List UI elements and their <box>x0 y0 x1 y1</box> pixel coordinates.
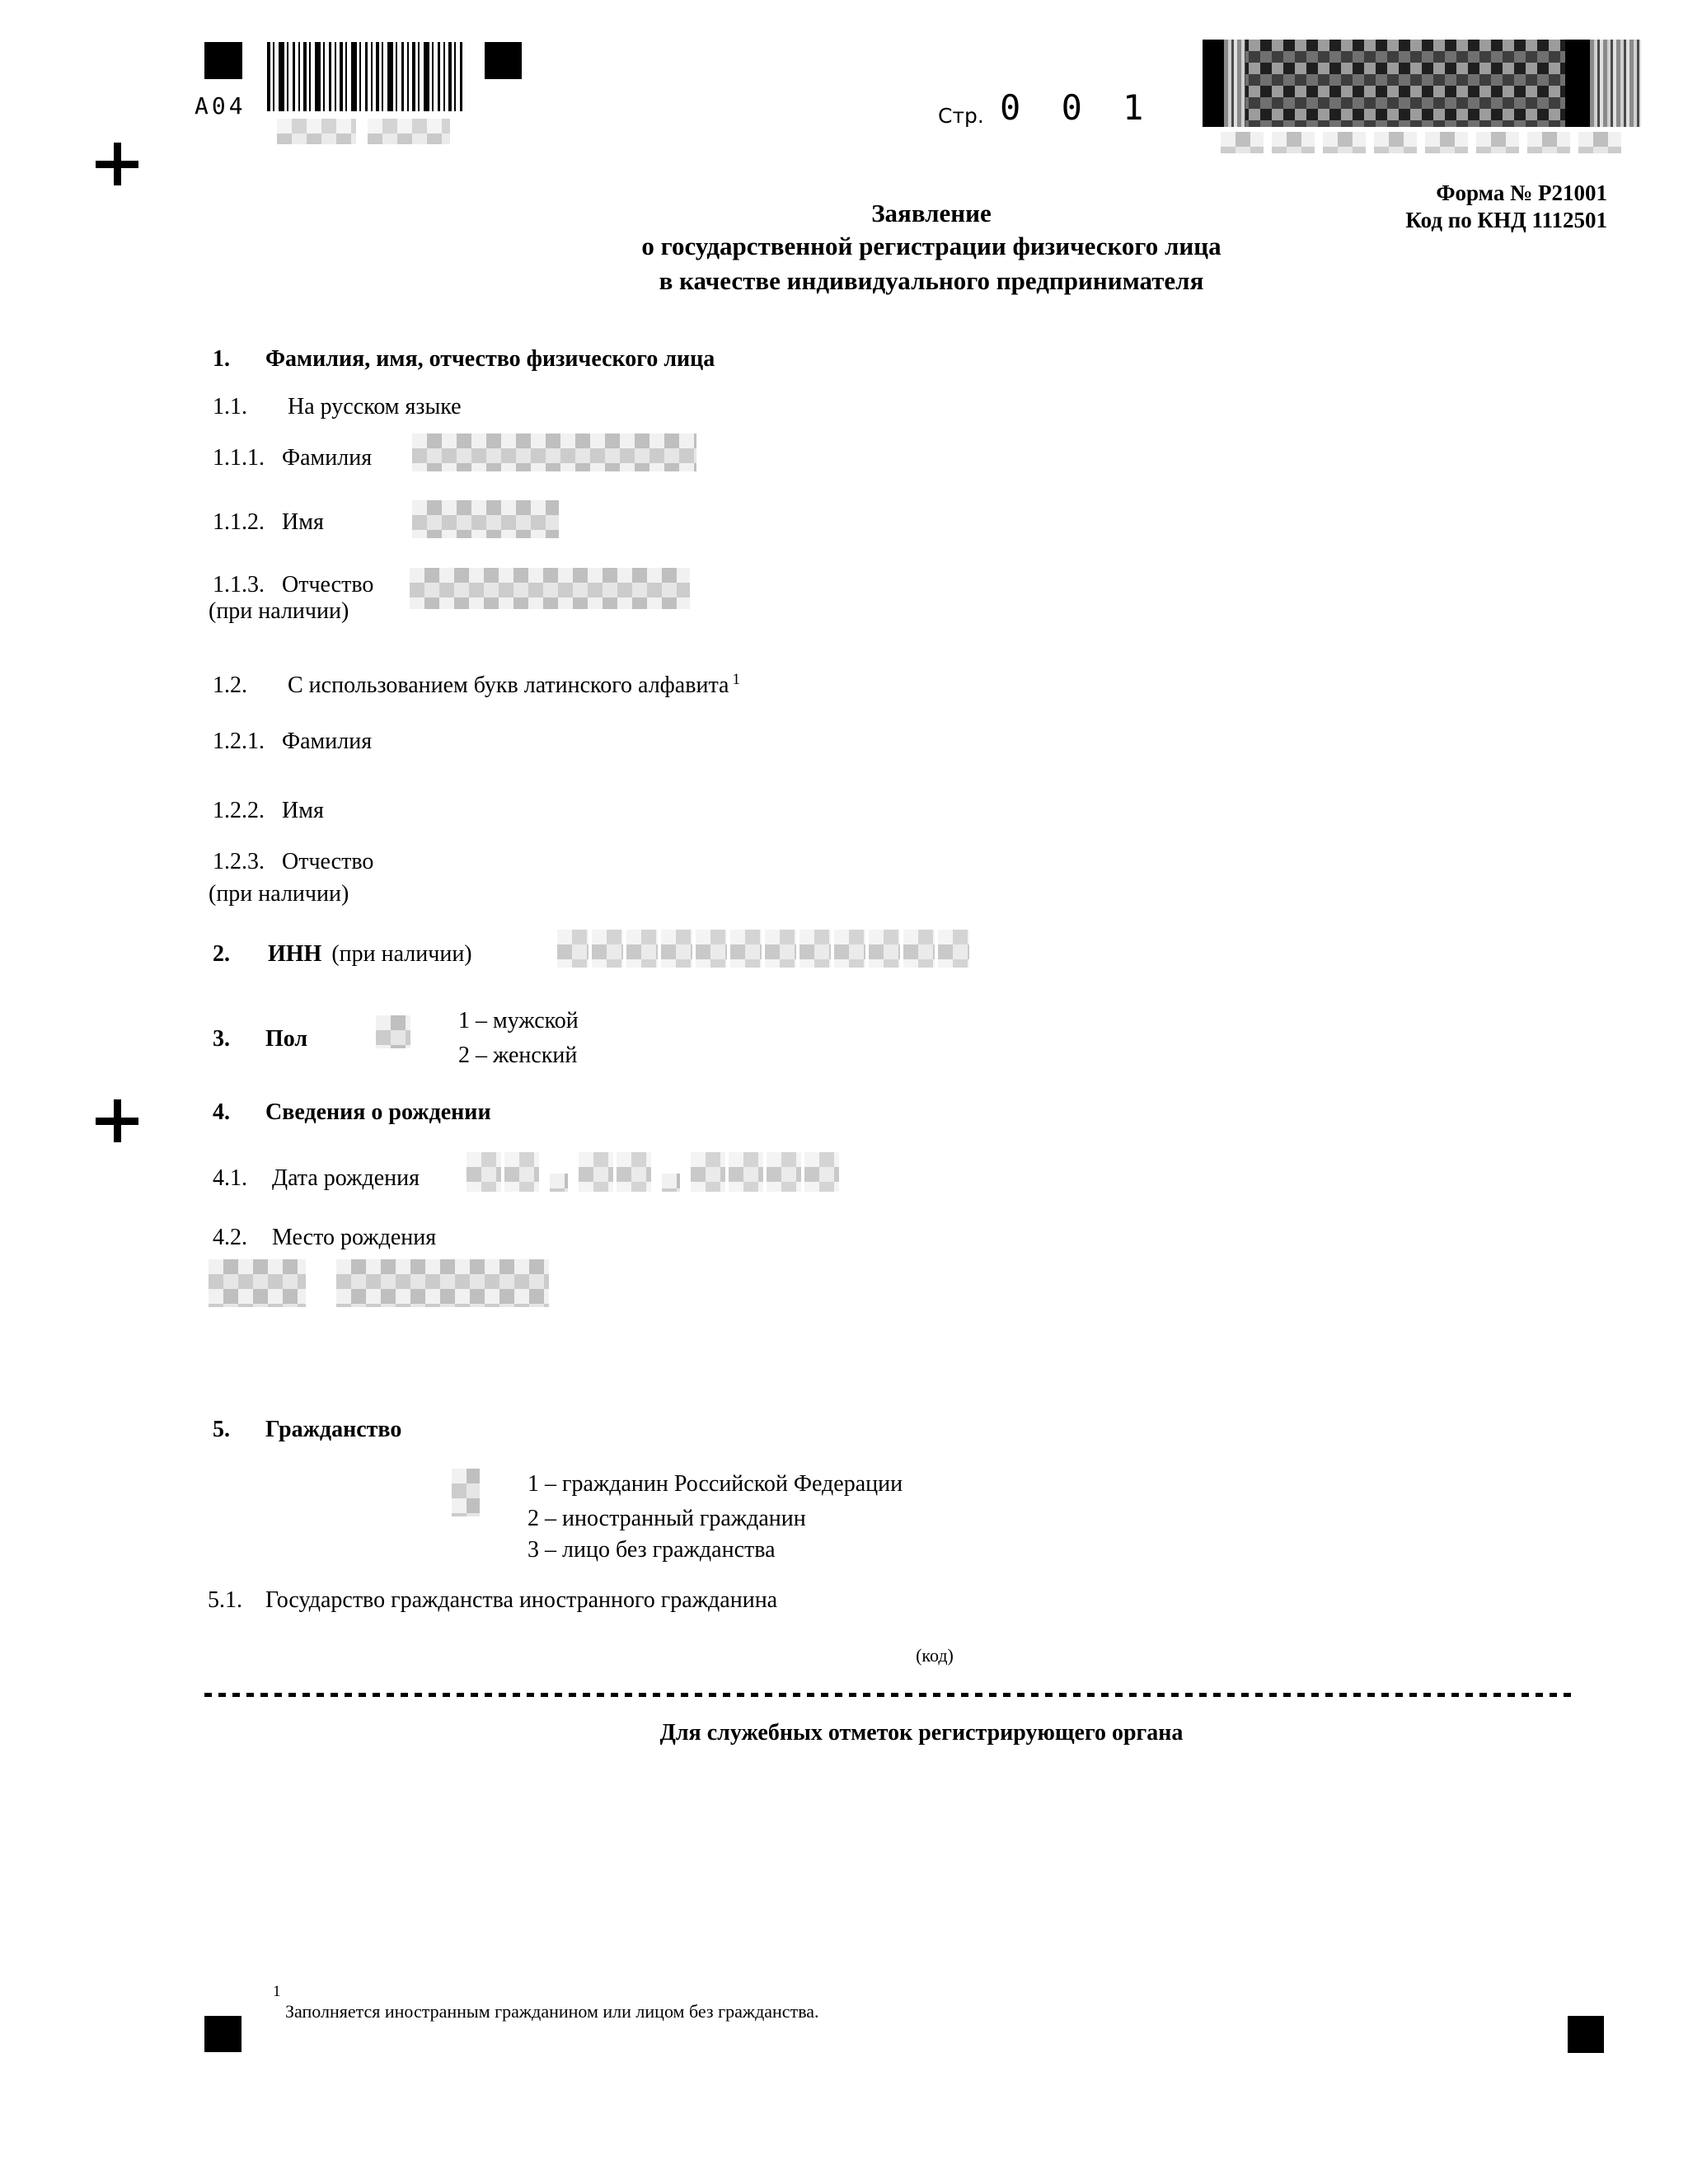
field-4-1-row <box>213 1165 420 1192</box>
gender-option-female: 2 – женский <box>458 1043 578 1068</box>
sheet-code: A04 <box>195 92 246 120</box>
code-caption: (код) <box>916 1645 954 1666</box>
patronymic-redacted-value <box>410 568 690 609</box>
field-label: Фамилия <box>282 445 373 471</box>
barcode-1d-digits-redacted <box>277 119 450 144</box>
footnote-reference: 1 <box>732 670 740 688</box>
section-number: 1. <box>213 346 230 372</box>
field-number: 4.2. <box>213 1225 247 1250</box>
section-label: Фамилия, имя, отчество физического лица <box>265 346 715 372</box>
gender-option-male: 1 – мужской <box>458 1008 579 1033</box>
anchor-square-top-left-2 <box>485 42 522 79</box>
section-2-heading <box>213 941 472 968</box>
section-label: Гражданство <box>265 1417 402 1442</box>
citizenship-option-foreign: 2 – иностранный гражданин <box>528 1506 806 1531</box>
field-label: Место рождения <box>272 1225 437 1250</box>
field-number: 1.2.3. <box>213 849 265 874</box>
anchor-square-bottom-right <box>1568 2016 1604 2053</box>
field-5-1-row <box>208 1587 777 1614</box>
citizenship-option-stateless: 3 – лицо без гражданства <box>528 1537 776 1563</box>
field-label: Отчество <box>282 572 374 598</box>
form-title-line-3: в качестве индивидуального предпринимателя <box>659 266 1204 295</box>
field-1-2-3-note: (при наличии) <box>209 881 349 907</box>
gender-code-redacted-box <box>376 1015 410 1048</box>
page-caption: Стр. <box>938 104 984 128</box>
barcode-2d-digits-redacted <box>1221 132 1621 153</box>
birth-date-redacted-value <box>467 1152 839 1192</box>
field-4-2-row <box>213 1225 436 1251</box>
section-4-heading <box>213 1099 491 1126</box>
service-marks-label: Для служебных отметок регистрирующего органа <box>659 1720 1184 1746</box>
field-1-2-3-row <box>213 849 373 875</box>
field-label: Имя <box>282 509 324 535</box>
field-label: Государство гражданства иностранного гражданина <box>265 1587 778 1613</box>
section-number: 5. <box>213 1417 230 1442</box>
field-1-1-3-row <box>213 572 373 598</box>
section-note: (при наличии) <box>331 941 472 967</box>
section-5-heading <box>213 1417 401 1443</box>
dashed-separator <box>204 1693 1573 1697</box>
section-number: 3. <box>213 1026 230 1052</box>
field-number: 1.1.2. <box>213 509 265 535</box>
stacked-2d-barcode <box>1203 40 1641 127</box>
field-label: С использованием букв латинского алфавита $^1$ <box>288 670 740 698</box>
birth-place-redacted-value-1 <box>209 1259 306 1307</box>
field-1-1-row <box>213 394 462 420</box>
field-1-2-row <box>213 670 740 699</box>
section-label: Пол <box>265 1026 308 1052</box>
field-number: 4.1. <box>213 1165 247 1191</box>
page-number: 0 0 1 <box>1000 87 1154 128</box>
field-1-1-2-row <box>213 509 324 536</box>
crop-mark-top-left <box>96 143 138 185</box>
field-number: 1.2.2. <box>213 798 265 823</box>
anchor-square-top-left-1 <box>204 42 242 79</box>
form-title-line-1: Заявление <box>871 199 992 227</box>
surname-redacted-value <box>412 434 696 471</box>
field-label: Отчество <box>282 849 374 874</box>
section-label: ИНН <box>268 941 322 967</box>
anchor-square-bottom-left <box>204 2016 241 2052</box>
section-number: 4. <box>213 1099 230 1125</box>
field-number: 1.2. <box>213 673 247 698</box>
citizenship-code-redacted-box <box>452 1469 480 1516</box>
citizenship-option-russian: 1 – гражданин Российской Федерации <box>528 1471 903 1497</box>
section-3-heading <box>213 1026 307 1052</box>
field-number: 1.1.3. <box>213 572 265 598</box>
field-number: 1.2.1. <box>213 729 265 754</box>
birth-place-redacted-value-2 <box>336 1259 549 1307</box>
field-1-2-2-row <box>213 798 324 824</box>
field-number: 1.1.1. <box>213 445 265 471</box>
section-label: Сведения о рождении <box>265 1099 491 1125</box>
field-1-1-3-note: (при наличии) <box>209 598 349 624</box>
field-label: Имя <box>282 798 324 823</box>
field-label: На русском языке <box>288 394 462 419</box>
form-number: Форма № Р21001 <box>1436 180 1607 205</box>
field-1-2-1-row <box>213 729 372 755</box>
inn-redacted-value <box>557 930 969 968</box>
footnote-ref: 1 <box>273 1983 281 2000</box>
field-label: Фамилия <box>282 729 373 754</box>
field-1-1-1-row <box>213 445 372 471</box>
field-number: 5.1. <box>208 1587 242 1613</box>
form-title-line-2: о государственной регистрации физического лица <box>641 232 1221 260</box>
given-name-redacted-value <box>412 500 559 538</box>
knd-code: Код по КНД 1112501 <box>1405 208 1607 232</box>
section-1-heading <box>213 346 715 373</box>
crop-mark-middle-left <box>96 1099 138 1142</box>
section-number: 2. <box>213 941 230 967</box>
field-number: 1.1. <box>213 394 247 419</box>
footnote-text: Заполняется иностранным гражданином или лицом без гражданства. <box>285 2001 819 2022</box>
field-label: Дата рождения <box>272 1165 420 1191</box>
barcode-1d <box>267 42 462 111</box>
